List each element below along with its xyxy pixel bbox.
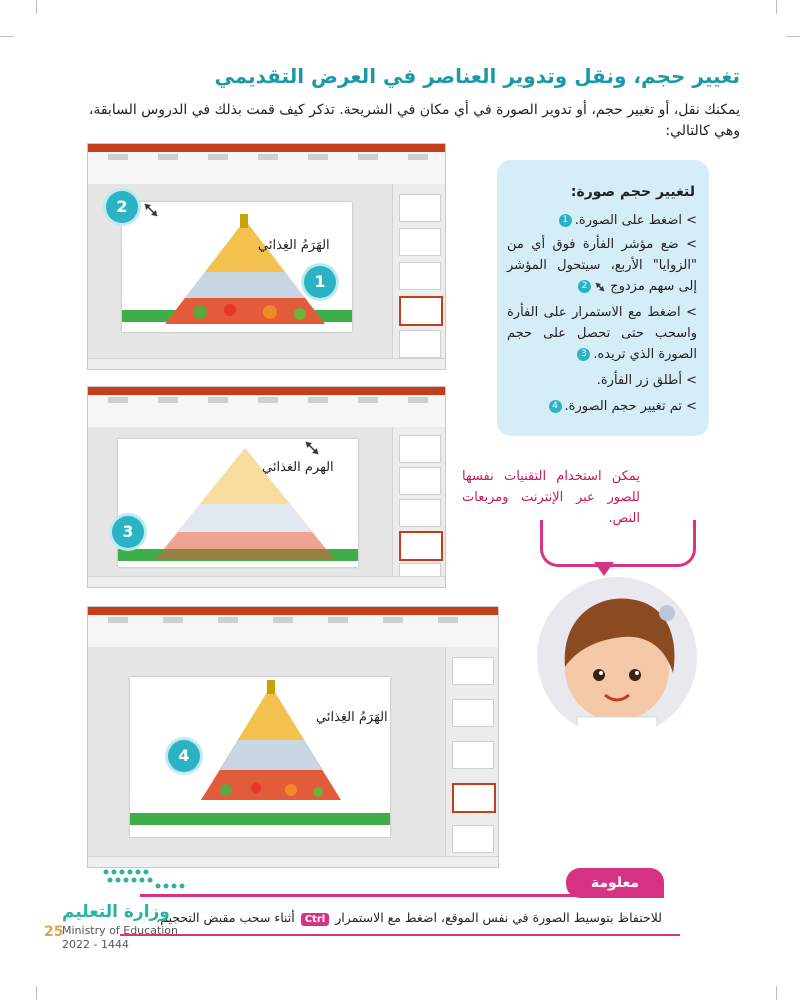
- step-4: > أطلق زر الفأرة.: [596, 373, 697, 388]
- crop-mark: [786, 36, 800, 37]
- speech-bubble-tail: [594, 562, 614, 576]
- step-3: > اضغط مع الاستمرار على الفأرة واسحب حتى تحصل على حجم الصورة الذي تريده.3: [507, 305, 697, 362]
- step-badge-4: 4: [168, 740, 200, 772]
- page-number: 25: [44, 924, 64, 940]
- status-bar: [88, 358, 445, 369]
- ministry-name-arabic: وزارة التعليم: [62, 902, 170, 922]
- student-avatar-illustration: [537, 577, 697, 737]
- pyramid-title: الهَرَمُ الغِذائي: [316, 710, 388, 725]
- step-1: > اضغط على الصورة.1: [507, 210, 697, 231]
- step-2: > ضع مؤشر الفأرة فوق أي من "الزوايا" الأربع، سيتحول المؤشر إلى سهم مزدوج 2: [507, 237, 697, 294]
- status-bar: [88, 576, 445, 587]
- page-heading: تغيير حجم، ونقل وتدوير العناصر في العرض التقديمي: [214, 64, 740, 88]
- ctrl-key: Ctrl: [301, 913, 329, 926]
- speech-bubble-frame: [540, 520, 696, 567]
- resize-arrow-icon: [143, 202, 159, 218]
- steps-title: لتغيير حجم صورة:: [570, 184, 695, 200]
- crop-mark: [36, 986, 37, 1000]
- slide-thumbnails: [392, 427, 445, 577]
- food-pyramid-image-1: [160, 212, 330, 330]
- slide-thumbnails: [392, 184, 445, 359]
- pyramid-title: الهرم الغذائي: [262, 460, 334, 475]
- crop-mark: [776, 0, 777, 14]
- ministry-logo-dots: [100, 864, 190, 892]
- edition-year: 2022 - 1444: [62, 938, 129, 951]
- info-text: للاحتفاظ بتوسيط الصورة في نفس الموقع، اضغط مع الاستمرار Ctrl أثناء سحب مقبض التحجيم.: [156, 910, 662, 925]
- resize-steps-box: [497, 160, 709, 436]
- tip-text: يمكن استخدام التقنيات نفسها للصور عبر الإنترنت ومربعات النص.: [462, 469, 640, 526]
- window-titlebar: [88, 607, 498, 615]
- window-titlebar: [88, 144, 445, 152]
- food-pyramid-image-3: [196, 680, 346, 808]
- step-badge-3: 3: [112, 516, 144, 548]
- step-badge-2: 2: [106, 191, 138, 223]
- crop-mark: [36, 0, 37, 14]
- intro-paragraph: يمكنك نقل، أو تغيير حجم، أو تدوير الصورة في أي مكان في الشريحة. تذكر كيف قمت بذلك في الدروس السابقة، وهي كالتالي:: [88, 102, 740, 139]
- pyramid-title: الهَرَمُ الغِذائي: [258, 238, 330, 253]
- resize-arrow-icon: [304, 440, 320, 456]
- info-label: معلومة: [566, 868, 664, 898]
- info-bottom-line: [120, 934, 680, 936]
- ribbon: [88, 395, 445, 428]
- window-titlebar: [88, 387, 445, 395]
- crop-mark: [0, 36, 14, 37]
- ribbon: [88, 152, 445, 185]
- double-arrow-icon: [594, 281, 606, 293]
- step-badge-1: 1: [304, 266, 336, 298]
- ribbon: [88, 615, 498, 648]
- step-5: > تم تغيير حجم الصورة.4: [507, 396, 697, 417]
- ministry-name-english: Ministry of Education: [62, 924, 179, 937]
- slide-thumbnails: [445, 647, 498, 857]
- crop-mark: [776, 986, 777, 1000]
